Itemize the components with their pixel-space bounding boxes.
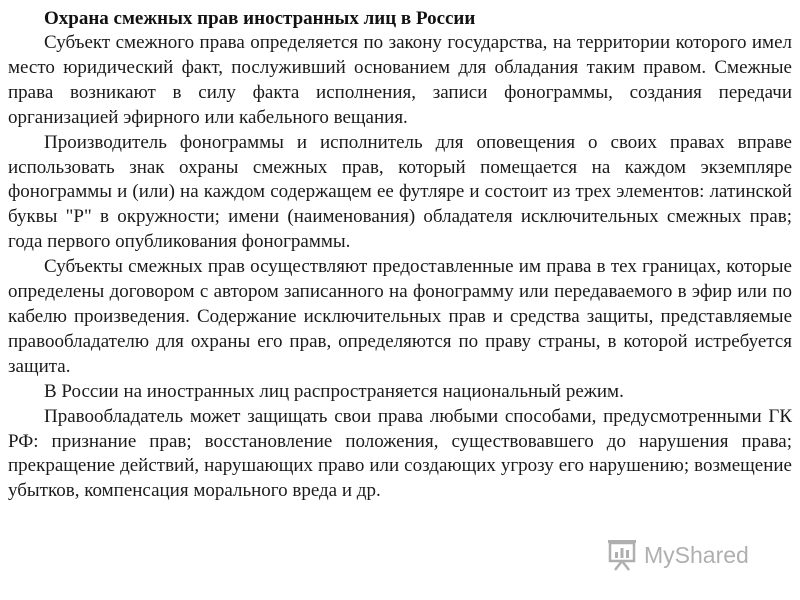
document-body xyxy=(8,6,792,504)
paragraph-subject: Субъект смежного права определяется по закону государства, на территории которого имел место юридический факт, послуживший основанием для обладания таким правом. Смежные права возникают в силу факта исполнения, записи фонограммы, создания передачи организацией эфирного или кабельного вещания. xyxy=(8,32,792,128)
paragraph-protection: Правообладатель может защищать свои права любыми способами, предусмотренными ГК РФ: признание прав; восстановление положения, существовавшего до нарушения права; прекращение действий, нарушающих право или создающих угрозу его нарушению; возмещение убытков, компенсация морального вреда и др. xyxy=(8,405,792,502)
watermark-text: MyShared xyxy=(644,541,749,568)
myshared-watermark xyxy=(606,536,749,574)
document-title: Охрана смежных прав иностранных лиц в России xyxy=(44,8,476,29)
paragraph-producer: Производитель фонограммы и исполнитель для оповещения о своих правах вправе использовать знак охраны смежных прав, который помещается на каждом экземпляре фонограммы и (или) на каждом содержащем ее футляре и состоит из трех элементов: латинской буквы "P" в окружности; имени (наименования) обладателя исключительных смежных прав; года первого опубликования фонограммы. xyxy=(8,131,792,253)
paragraph-subjects-rights: Субъекты смежных прав осуществляют предоставленные им права в тех границах, которые определены договором с автором записанного на фонограмму или передаваемого в эфир или по кабелю произведения. Содержание исключительных прав и средства защиты, представляемые правообладателю для охраны его прав, определяются по праву страны, в которой истребуется защита. xyxy=(8,256,792,377)
presentation-board-icon xyxy=(606,538,638,572)
paragraph-national-regime: В России на иностранных лиц распространяется национальный режим. xyxy=(44,380,624,402)
